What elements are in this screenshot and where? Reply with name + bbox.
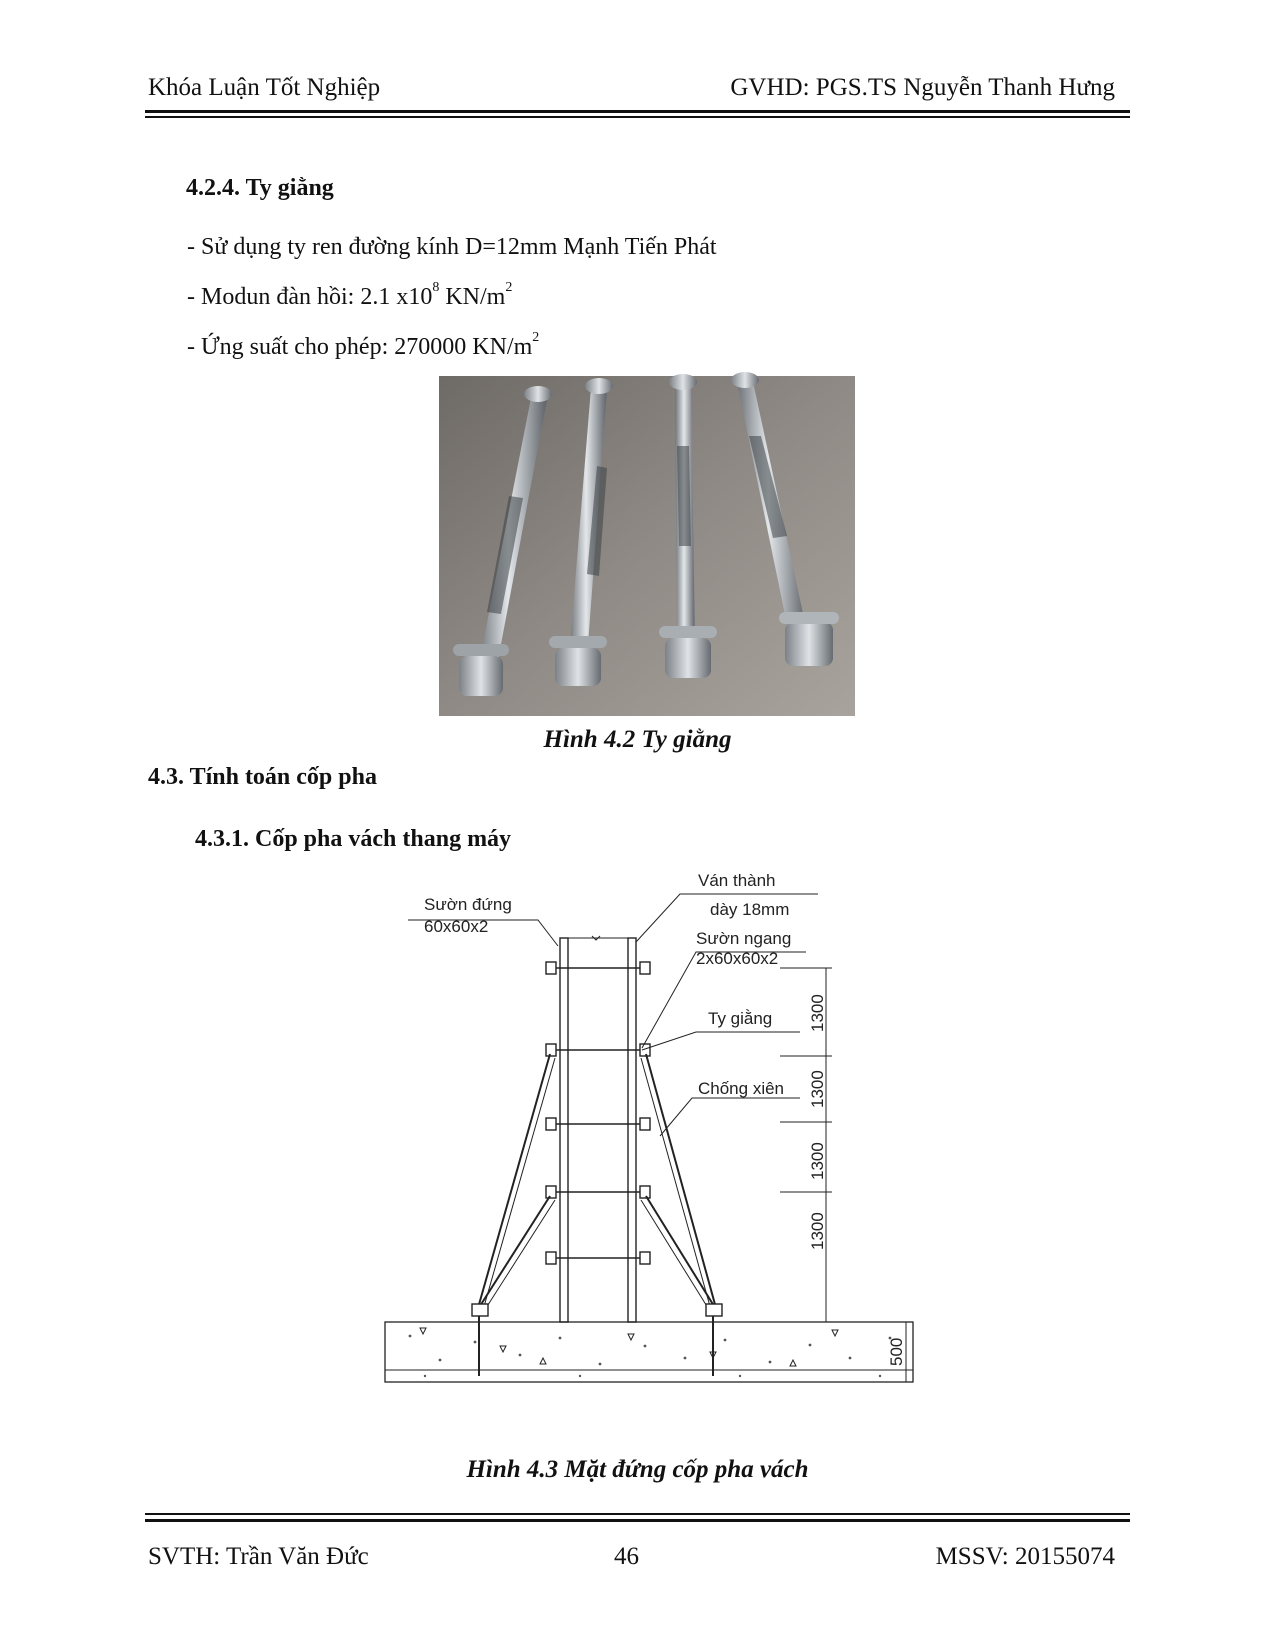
paragraph-line: - Modun đàn hồi: 2.1 $x10^8$ $KN/m^2$ bbox=[187, 280, 513, 310]
formwork-elevation-drawing bbox=[380, 871, 950, 1410]
footer-right: MSSV: 20155074 bbox=[935, 1543, 1115, 1570]
header-right: GVHD: PGS.TS Nguyễn Thanh Hưng bbox=[730, 74, 1115, 101]
dimension-label: 1300 bbox=[808, 1142, 827, 1180]
dimension-label: 1300 bbox=[808, 994, 827, 1032]
wall-panel-left bbox=[560, 938, 568, 1322]
section-title: 4.2.4. Ty giằng bbox=[186, 175, 334, 201]
header-rule-bottom bbox=[145, 116, 1130, 118]
figure-caption: Hình 4.3 Mặt đứng cốp pha vách bbox=[466, 1456, 809, 1483]
dimension-line bbox=[780, 968, 910, 1382]
label-suon-ngang-size: 2x60x60x2 bbox=[696, 949, 779, 968]
paragraph-line: - Ứng suất cho phép: 270000 $KN/m^2$ bbox=[187, 330, 540, 360]
label-van-thanh: Ván thành bbox=[698, 871, 776, 890]
tie-rod-photo bbox=[439, 376, 855, 716]
footer-rule-bottom bbox=[145, 1519, 1130, 1522]
right-brace bbox=[641, 1054, 722, 1376]
wall-panel-right bbox=[628, 938, 636, 1322]
label-suon-dung: Sườn đứng bbox=[424, 895, 512, 914]
section-title: 4.3. Tính toán cốp pha bbox=[148, 764, 377, 790]
footer-rule-top bbox=[145, 1513, 1130, 1515]
header-left: Khóa Luận Tốt Nghiệp bbox=[148, 74, 381, 101]
tie-rod-levels bbox=[546, 962, 650, 1264]
page-number: 46 bbox=[614, 1543, 639, 1570]
figure-caption: Hình 4.2 Ty giằng bbox=[543, 726, 732, 753]
dimension-label: 1300 bbox=[808, 1070, 827, 1108]
left-brace bbox=[472, 1054, 555, 1376]
dimension-label: 1300 bbox=[808, 1212, 827, 1250]
footer-left: SVTH: Trần Văn Đức bbox=[148, 1543, 369, 1570]
subsection-title: 4.3.1. Cốp pha vách thang máy bbox=[195, 826, 512, 852]
paragraph-line: - Sử dụng ty ren đường kính D=12mm Mạnh Tiến Phát bbox=[187, 234, 717, 260]
label-suon-ngang: Sườn ngang bbox=[696, 929, 792, 948]
header-rule-top bbox=[145, 110, 1130, 113]
dimension-label-base: 500 bbox=[887, 1337, 906, 1366]
concrete-base bbox=[385, 1322, 913, 1382]
label-ty-giang: Ty giằng bbox=[708, 1009, 773, 1028]
label-suon-dung-size: 60x60x2 bbox=[424, 917, 489, 936]
label-chong-xien: Chống xiên bbox=[698, 1079, 785, 1098]
label-van-thanh-thickness: dày 18mm bbox=[710, 900, 790, 919]
